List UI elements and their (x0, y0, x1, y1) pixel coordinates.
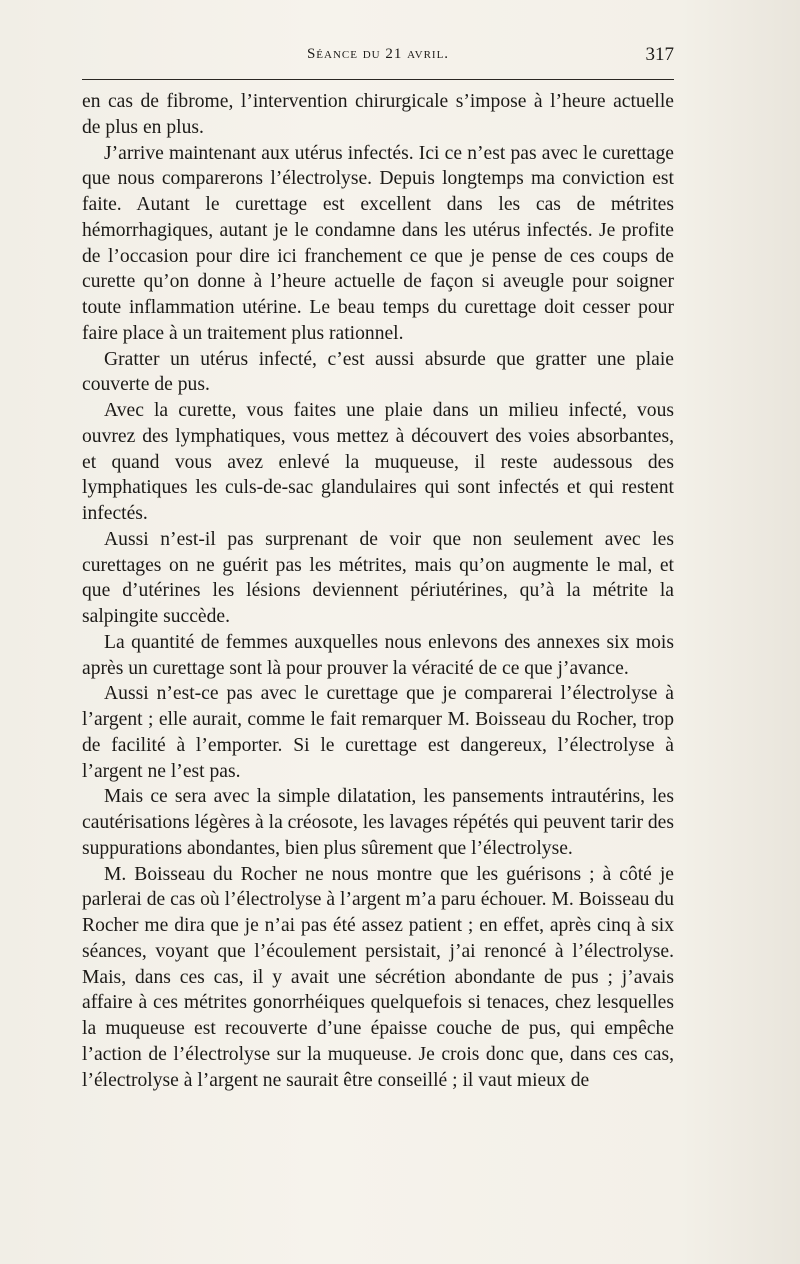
paragraph-1: en cas de fibrome, l’intervention chirurgicale s’impose à l’heure actuelle de plus en plus. (82, 91, 674, 138)
running-title: Séance du 21 avril. (306, 46, 450, 62)
paragraph-4: Avec la curette, vous faites une plaie dans un milieu infecté, vous ouvrez des lymphatiques, vous mettez à découvert des voies absorbantes, et quand vous avez enlevé la muqueuse, il reste audessous des lymphatiques les culs-de-sac glandulaires qui sont infectés et qui restent infectés. (82, 400, 674, 524)
paragraph-8: Mais ce sera avec la simple dilatation, les pansements intrautérins, les cautérisations légères à la créosote, les lavages répétés qui peuvent tarir des suppurations abondantes, bien plus sûrement que l’électrolyse. (82, 786, 674, 859)
paragraph-9: M. Boisseau du Rocher ne nous montre que les guérisons ; à côté je parlerai de cas où l’électrolyse à l’argent m’a paru échouer. M. Boisseau du Rocher me dira que je n’ai pas été assez patient ; en effet, après cinq à six séances, voyant que l’écoulement persistait, j’ai renoncé à l’électrolyse. Mais, dans ces cas, il y avait une sécrétion abondante de pus ; j’avais affaire à ces métrites gonorrhéiques quelquefois si tenaces, chez lesquelles la muqueuse est recouverte d’une épaisse couche de pus, qui empêche l’action de l’électrolyse sur la muqueuse. Je crois donc que, dans ces cas, l’électrolyse à l’argent ne saurait être conseillé ; il vaut mieux de (82, 863, 674, 1091)
paragraph-3: Gratter un utérus infecté, c’est aussi absurde que gratter une plaie couverte de pus. (82, 348, 674, 396)
header-rule (82, 79, 674, 80)
running-head (82, 44, 674, 72)
paragraph-6: La quantité de femmes auxquelles nous enlevons des annexes six mois après un curettage sont là pour prouver la véracité de ce que j’avance. (82, 631, 674, 679)
paragraph-2: J’arrive maintenant aux utérus infectés. Ici ce n’est pas avec le curettage que nous comparerons l’électrolyse. Depuis longtemps ma conviction est faite. Autant le curettage est excellent dans les cas de métrites hémorrhagiques, autant je le condamne dans les utérus infectés. Je profite de l’occasion pour dire ici franchement ce que je pense de ces coups de curette qu’on donne à l’heure actuelle de façon si aveugle pour soigner toute inflammation utérine. Le beau temps du curettage doit cesser pour faire place à un traitement plus rationnel. (82, 142, 674, 344)
page-number: 317 (645, 44, 674, 65)
body-text (82, 89, 674, 1093)
paragraph-7: Aussi n’est-ce pas avec le curettage que je comparerai l’électrolyse à l’argent ; elle aurait, comme le fait remarquer M. Boisseau du Rocher, trop de facilité à l’emporter. Si le curettage est dangereux, l’électrolyse à l’argent ne l’est pas. (82, 683, 674, 782)
paragraph-5: Aussi n’est-il pas surprenant de voir que non seulement avec les curettages on ne guérit pas les métrites, mais qu’on augmente le mal, et que d’utérines les lésions deviennent périutérines, qu’à la métrite la salpingite succède. (82, 528, 674, 627)
